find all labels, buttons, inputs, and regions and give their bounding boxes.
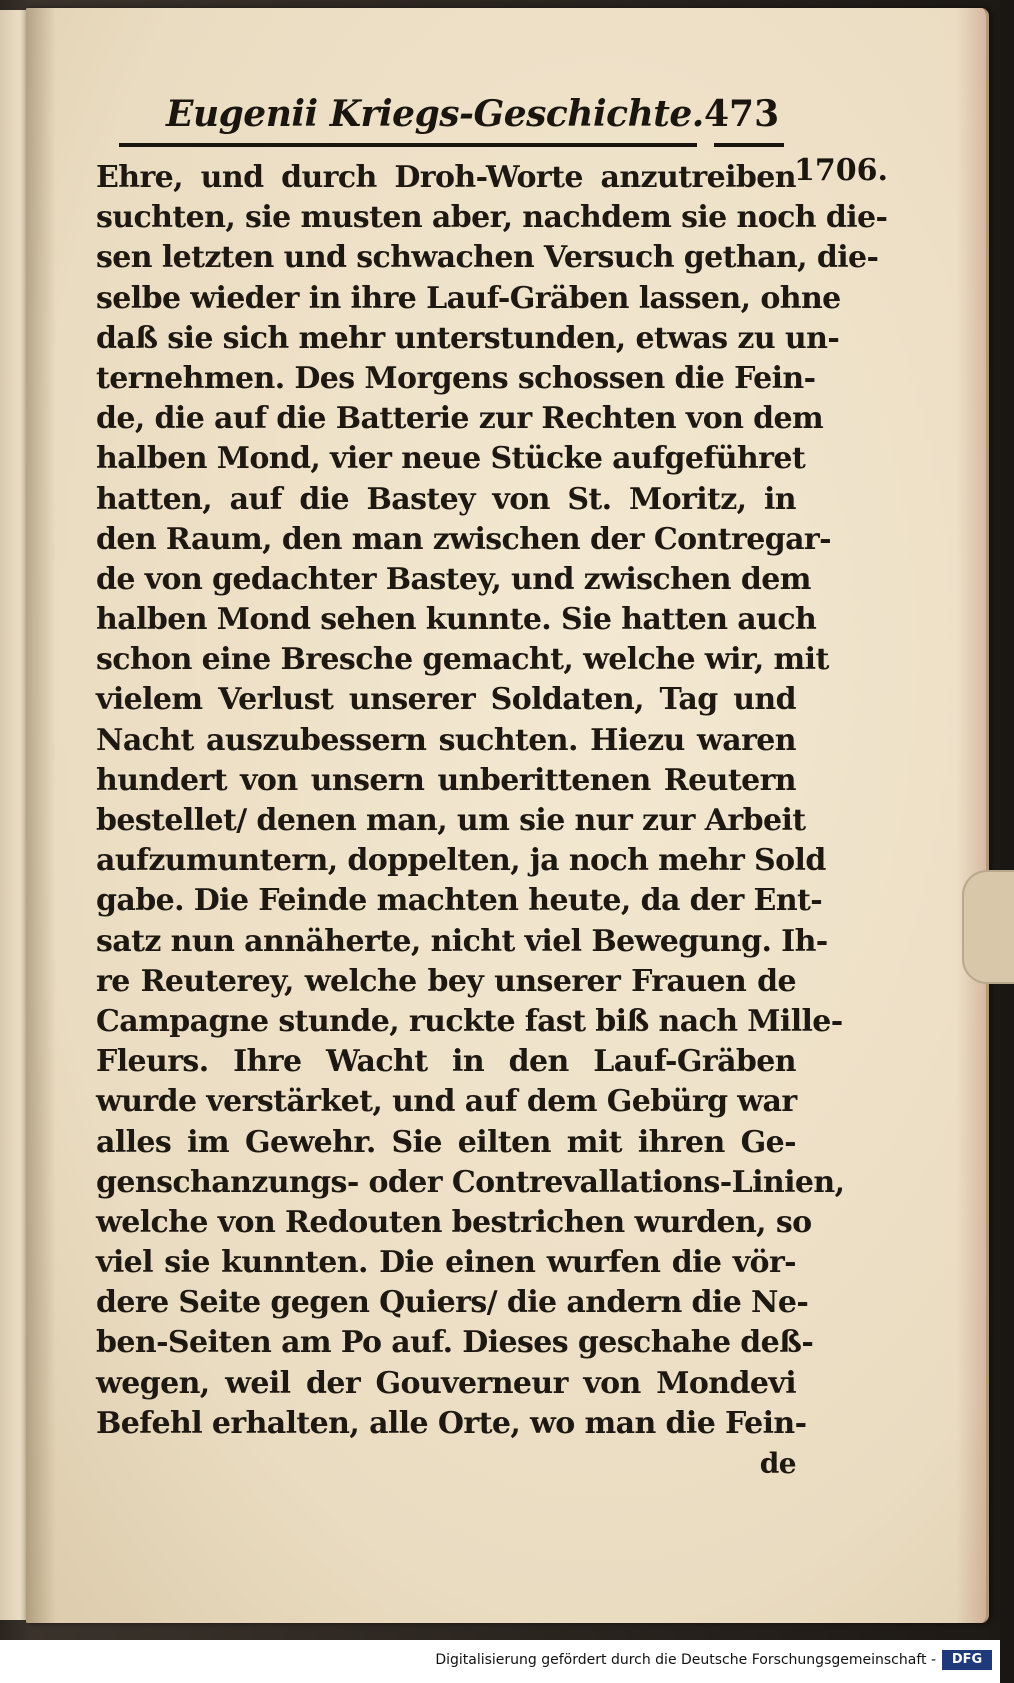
text-line: halben Mond, vier neue Stücke aufgeführet	[96, 441, 806, 477]
page-number-rule	[714, 143, 784, 147]
catchword: de	[759, 1447, 796, 1480]
text-line: dere Seite gegen Quiers/ die andern die Ne-	[96, 1285, 809, 1321]
text-line: suchten, sie musten aber, nachdem sie noch die-	[96, 200, 888, 236]
page-header	[74, 93, 780, 143]
text-line: viel sie kunnten. Die einen wurfen die vör-	[96, 1245, 796, 1281]
text-line: wegen, weil der Gouverneur von Mondevi	[96, 1365, 796, 1401]
footer-bar	[0, 1640, 1000, 1683]
text-line: alles im Gewehr. Sie eilten mit ihren Ge-	[96, 1124, 796, 1160]
text-line: de von gedachter Bastey, und zwischen dem	[96, 561, 811, 597]
text-line: satz nun annäherte, nicht viel Bewegung. Ih-	[96, 923, 828, 959]
text-line: gabe. Die Feinde machten heute, da der Ent-	[96, 883, 823, 919]
header-rule	[119, 143, 697, 147]
text-line: hundert von unsern unberittenen Reutern	[96, 762, 796, 798]
digitization-credit: Digitalisierung gefördert durch die Deutsche Forschungsgemeinschaft -	[435, 1652, 936, 1668]
text-line: Fleurs. Ihre Wacht in den Lauf-Gräben	[96, 1044, 796, 1080]
text-line: wurde verstärket, und auf dem Gebürg war	[96, 1084, 797, 1120]
text-line: ternehmen. Des Morgens schossen die Fein-	[96, 360, 816, 396]
margin-year: 1706.	[794, 153, 888, 188]
text-line: hatten, auf die Bastey von St. Moritz, in	[96, 481, 796, 517]
text-line: vielem Verlust unserer Soldaten, Tag und	[96, 682, 796, 718]
facing-page-bleed	[4, 180, 26, 1580]
text-line: bestellet/ denen man, um sie nur zur Arbeit	[96, 803, 806, 838]
text-line: Nacht auszubessern suchten. Hiezu waren	[96, 722, 796, 758]
text-line: welche von Redouten bestrichen wurden, so	[96, 1204, 812, 1240]
text-line: Befehl erhalten, alle Orte, wo man die Fein-	[96, 1405, 807, 1441]
text-line: selbe wieder in ihre Lauf-Gräben lassen, ohne	[96, 280, 841, 316]
running-head: Eugenii Kriegs-Geschichte.	[166, 93, 704, 135]
book-page	[26, 8, 989, 1623]
text-line: daß sie sich mehr unterstunden, etwas zu un-	[96, 320, 840, 356]
text-line: aufzumuntern, doppelten, ja noch mehr Sold	[96, 843, 826, 879]
text-line: re Reuterey, welche bey unserer Frauen de	[96, 963, 796, 999]
text-line: Campagne stunde, ruckte fast biß nach Mille-	[96, 1003, 843, 1039]
text-line: den Raum, den man zwischen der Contregar-	[96, 521, 831, 557]
text-line: halben Mond sehen kunnte. Sie hatten auch	[96, 602, 817, 638]
text-line: Ehre, und durch Droh-Worte anzutreiben	[96, 160, 796, 195]
text-line: genschanzungs- oder Contrevallations-Linien,	[96, 1164, 845, 1200]
page-tab-clip	[962, 870, 1014, 984]
gutter-shadow	[26, 8, 56, 1623]
page-edge-shadow	[956, 8, 986, 1623]
text-line: de, die auf die Batterie zur Rechten von dem	[96, 401, 824, 437]
page-number: 473	[704, 93, 780, 135]
text-line: ben-Seiten am Po auf. Dieses geschahe deß-	[96, 1325, 814, 1361]
dfg-logo: DFG	[942, 1650, 992, 1670]
text-line: schon eine Bresche gemacht, welche wir, mit	[96, 642, 829, 678]
text-line: sen letzten und schwachen Versuch gethan, die-	[96, 240, 879, 276]
